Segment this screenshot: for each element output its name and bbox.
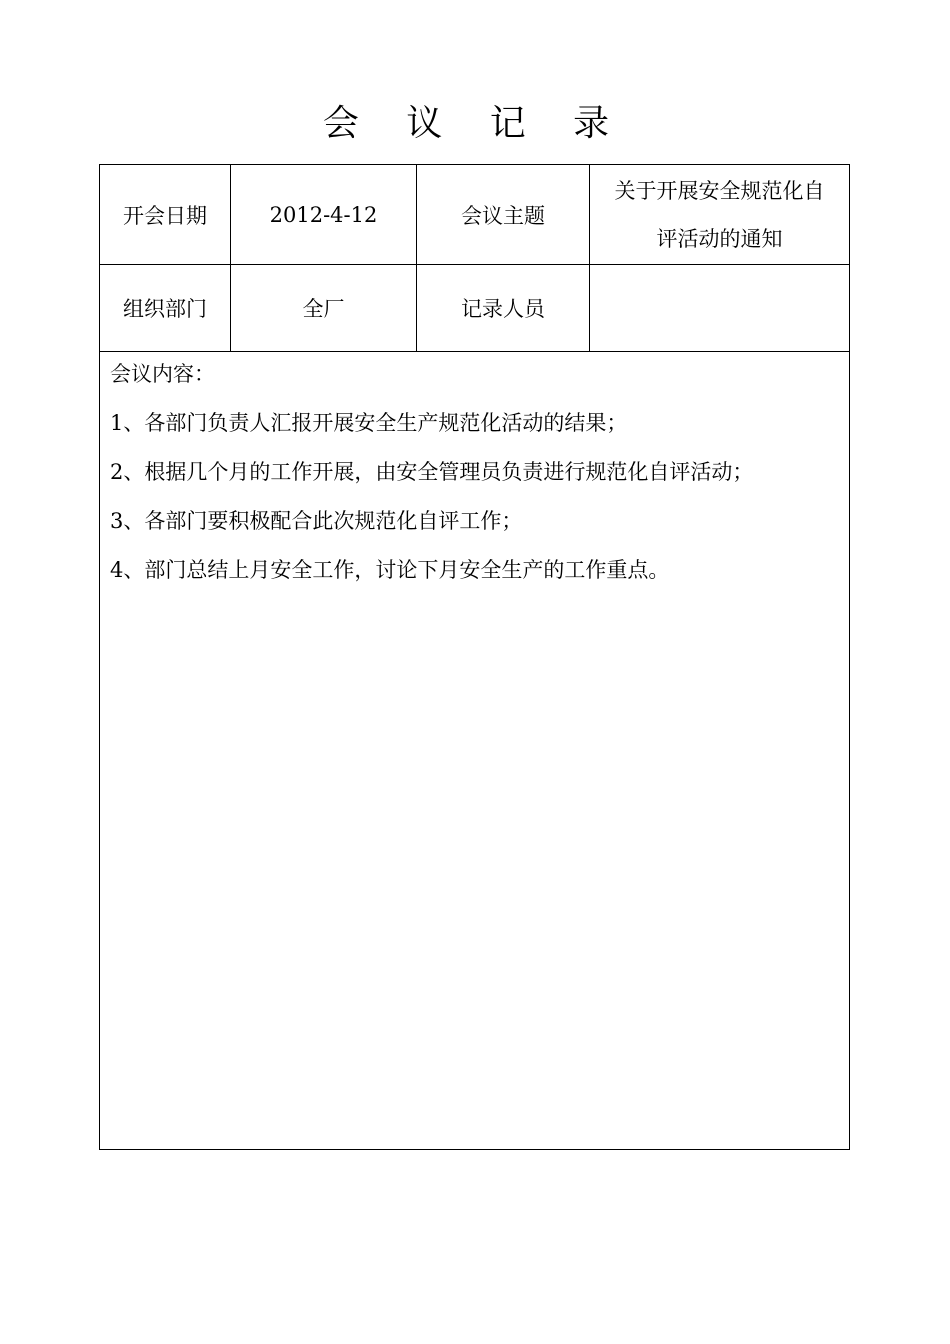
meeting-date-value: 2012-4-12 (231, 165, 417, 265)
content-heading: 会议内容： (110, 362, 215, 386)
table-row-department-recorder (100, 265, 850, 352)
content-item: 3、各部门要积极配合此次规范化自评工作； (110, 509, 523, 533)
table-row-date-topic (100, 165, 850, 265)
meeting-date-label: 开会日期 (100, 165, 231, 265)
content-item: 1、各部门负责人汇报开展安全生产规范化活动的结果； (110, 411, 628, 435)
recorder-label: 记录人员 (417, 265, 590, 352)
table-row-content (100, 352, 850, 1150)
content-item: 4、部门总结上月安全工作，讨论下月安全生产的工作重点。 (110, 558, 670, 582)
recorder-value (590, 265, 850, 352)
meeting-content (100, 352, 849, 583)
meeting-content-cell (100, 352, 850, 1150)
document-title: 会 议 记 录 (322, 103, 628, 144)
meeting-topic-value (590, 165, 850, 265)
department-value: 全厂 (231, 265, 417, 352)
meeting-record-table (99, 164, 850, 1150)
meeting-topic-label: 会议主题 (417, 165, 590, 265)
content-item: 2、根据几个月的工作开展，由安全管理员负责进行规范化自评活动； (110, 460, 754, 484)
department-label: 组织部门 (100, 265, 231, 352)
meeting-topic-line: 关于开展安全规范化自 (614, 178, 825, 203)
meeting-topic-line: 评活动的通知 (656, 226, 783, 251)
